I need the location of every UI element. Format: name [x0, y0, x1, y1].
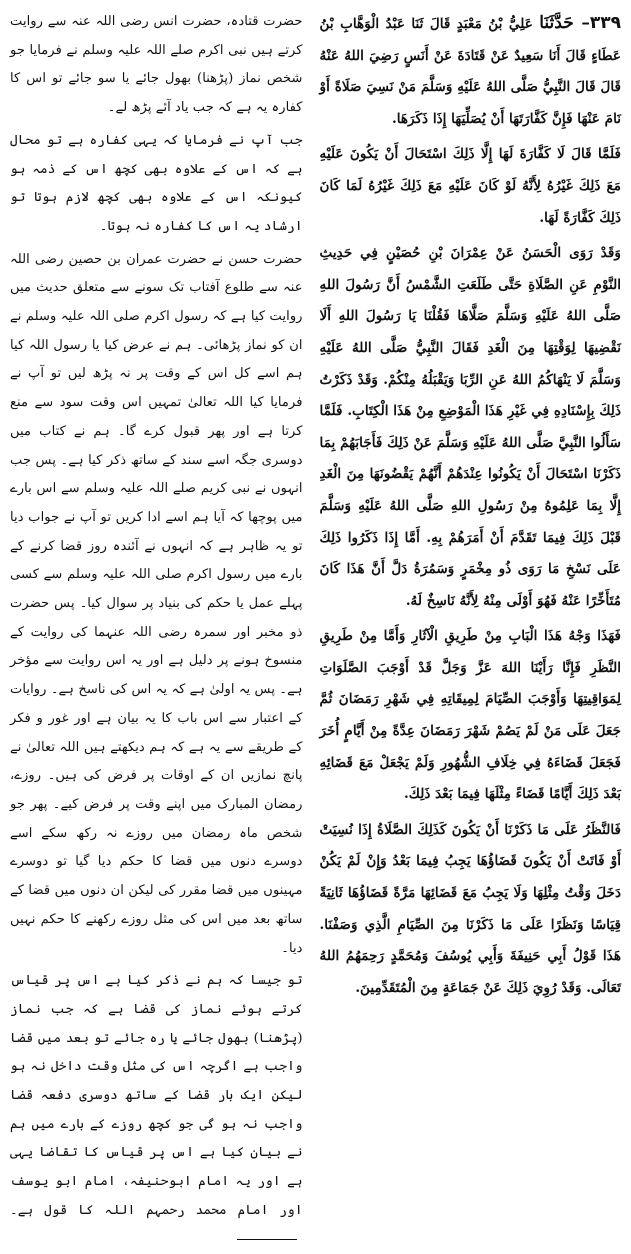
- arabic-paragraph-3: وَقَدْ رَوَى الْحَسَنُ عَنْ عِمْرَانَ بْنِ حُصَيْنٍ فِي حَدِيثِ النَّوْمِ عَنِ الصَّلَاةِ حَتَّى طَلَعَتِ الشَّمْسُ أَنَّ رَسُولَ اللهِ صَلَّى اللهُ عَلَيْهِ وَسَلَّمَ صَلَّاهَا فَقُلْنَا يَا رَسُولَ اللهِ أَلَا نَقْضِيهَا لِوَقْتِهَا مِنَ الْغَدِ فَقَالَ النَّبِيُّ صَلَّى اللهُ عَلَيْهِ وَسَلَّمَ لَا يَنْهَاكُمُ اللهُ عَنِ الرِّبَا وَيَقْبَلُهُ مِنْكُمْ. وَقَدْ ذَكَرْتُ ذَلِكَ بِإِسْنَادِهِ فِي غَيْرِ هَذَا الْمَوْضِعِ مِنْ هَذَا الْكِتَابِ. فَلَمَّا سَأَلُوا النَّبِيَّ صَلَّى اللهُ عَلَيْهِ وَسَلَّمَ عَنْ ذَلِكَ فَأَجَابَهُمْ بِمَا ذَكَرْنَا اسْتَحَالَ أَنْ يَكُونُوا عِنْدَهُمْ أَنَّهُمْ يَقْضُونَهَا مِنَ الْغَدِ إِلَّا بِمَا عَلِمُوهُ مِنْ رَسُولِ اللهِ صَلَّى اللهُ عَلَيْهِ وَسَلَّمَ قَبْلَ ذَلِكَ فِيمَا تَقَدَّمَ أَنْ أَمَرَهُمْ بِهِ. أَمَّا إِذَا ذَكَرُوا ذَلِكَ عَلَى نَسْخِ مَا رَوَى ذُو مِخْمَرٍ وَسَمُرَةُ دَلَّ أَنَّ هَذَا كَانَ مُتَأَخِّرًا عَنْهُ فَهُوَ أَوْلَى مِنْهُ لِأَنَّهُ نَاسِخٌ لَهُ.: [319, 245, 621, 609]
- hadith-number-digits: ۳۳۹: [589, 13, 621, 33]
- arabic-paragraph-1: [320, 8, 621, 135]
- arabic-paragraph-1-text: عَلِيُّ بْنُ مَعْبَدٍ قَالَ ثَنَا عَبْدُ الْوَهَّابِ بْنُ عَطَاءٍ قَالَ أَنَا سَعِيدٌ عَنْ قَتَادَةَ عَنْ أَنَسٍ رَضِيَ اللهُ عَنْهُ قَالَ قَالَ النَّبِيُّ صَلَّى اللهُ عَلَيْهِ وَسَلَّمَ مَنْ نَسِيَ صَلَاةً أَوْ نَامَ عَنْهَا فَإِنَّ كَفَّارَتَهَا أَنْ يُصَلِّيَهَا إِذَا ذَكَرَهَا.: [319, 16, 621, 127]
- urdu-paragraph-1: حضرت قتادہ، حضرت انس رضی اللہ عنہ سے روایت کرتے ہیں نبی اکرم صلے اللہ علیہ وسلم نے فرمایا جو شخص نماز (پڑھنا) بھول جائے یا سو جائے تو اس کا کفارہ یہ ہے کہ جب یاد آئے پڑھ لے۔: [10, 14, 303, 116]
- arabic-paragraph-2: فَلَمَّا قَالَ لَا كَفَّارَةَ لَهَا إِلَّا ذَلِكَ اسْتَحَالَ أَنْ يَكُونَ عَلَيْهِ مَعَ ذَلِكَ غَيْرُهُ لِأَنَّهُ لَوْ كَانَ عَلَيْهِ مَعَ ذَلِكَ غَيْرُهُ لَمَا كَانَ ذَلِكَ كَفَّارَةً لَهَا.: [319, 146, 621, 226]
- urdu-paragraph-2: جب آپ نے فرمایا کہ یہی کفارہ ہے تو محال ہے کہ اس کے علاوہ بھی کچھ اس کے ذمہ ہو کیونکہ اس کے علاوہ بھی کچھ لازم ہوتا تو ارشاد یہ اس کا کفارہ نہ ہوتا۔: [10, 132, 303, 234]
- arabic-text-column: [319, 8, 621, 996]
- hadith-number: ۳۳۹– حَدَّثَنَا: [539, 13, 621, 33]
- arabic-paragraph-5: فَالنَّظَرُ عَلَى مَا ذَكَرْنَا أَنْ يَكُونَ كَذَلِكَ الصَّلَاةُ إِذَا نُسِيَتْ أَوْ فَاتَتْ أَنْ يَكُونَ قَضَاؤُهَا يَجِبُ فِيمَا بَعْدُ وَإِنْ لَمْ يَكُنْ دَخَلَ وَقْتُ مِثْلِهَا وَلَا يَجِبُ مَعَ قَضَائِهَا مَرَّةً قَضَاؤُهَا ثَانِيَةً قِيَاسًا وَنَظَرًا عَلَى مَا ذَكَرْنَا مِنَ الصِّيَامِ الَّذِي وَصَفْنَا. هَذَا قَوْلُ أَبِي حَنِيفَةَ وَأَبِي يُوسُفَ وَمُحَمَّدٍ رَحِمَهُمُ اللهُ تَعَالَى. وَقَدْ رُوِيَ ذَلِكَ عَنْ جَمَاعَةٍ مِنَ الْمُتَقَدِّمِينَ.: [319, 821, 621, 996]
- column-gap: [311, 8, 312, 964]
- opening-word: حَدَّثَنَا: [539, 13, 574, 33]
- urdu-paragraph-3: حضرت حسن نے حضرت عمران بن حصین رضی اللہ عنہ سے طلوع آفتاب تک سونے سے متعلق حدیث میں روایت کیا ہے کہ رسول اکرم صلی اللہ علیہ وسلم نے ان کو نماز پڑھائی۔ ہم نے عرض کیا یا رسول اللہ کیا ہم اسے کل اس کے وقت پر نہ پڑھ لیں تو آپ نے فرمایا کیا اللہ تعالیٰ تمہیں اس وقت سود سے منع کرتا ہے اور پھر قبول کرے گا۔ ہم نے کتاب میں دوسری جگہ اسے سند کے ساتھ ذکر کیا ہے۔ پس جب انہوں نے نبی کریم صلے اللہ علیہ وسلم سے اس بارے میں پوچھا کہ آیا ہم اسے ادا کریں تو آپ نے جواب دیا تو یہ ظاہر ہے کہ انہوں نے آئندہ روز قضا کرنے کے بارے میں رسول اکرم صلی اللہ علیہ وسلم سے کسی پہلے عمل یا حکم کی بنیاد پر سوال کیا۔ پس حضرت ذو مخبر اور سمرہ رضی اللہ عنہما کی روایت کے منسوخ ہونے پر دلیل ہے اور یہ اس روایت سے مؤخر ہے۔ پس یہ اولیٰ ہے کہ یہ اس کی ناسخ ہے۔ روایات کے اعتبار سے اس باب کا یہ بیان ہے اور غور و فکر کے طریقے سے یہ ہے کہ ہم دیکھتے ہیں اللہ تعالیٰ نے پانچ نمازیں ان کے اوقات پر فرض کی ہیں۔ روزے، رمضان المبارک میں اپنے وقت پر فرض کیے۔ پھر جو شخص ماہ رمضان میں روزے نہ رکھ سکے اسے دوسرے دنوں میں قضا کا حکم دیا گیا تو دوسرے مہینوں میں قضا مقرر کی لیکن ان دنوں میں قضا کے ساتھ بعد میں اس کی مثل روزے رکھنے کا حکم نہیں دیا۔: [10, 251, 303, 956]
- urdu-paragraph-4: [10, 967, 303, 1254]
- arabic-paragraph-4: فَهَذَا وَجْهُ هَذَا الْبَابِ مِنْ طَرِيقِ الْآثَارِ وَأَمَّا مِنْ طَرِيقِ النَّظَرِ فَإِنَّا رَأَيْنَا اللهَ عَزَّ وَجَلَّ قَدْ أَوْجَبَ الصَّلَوَاتِ لِمَوَاقِيتِهَا وَأَوْجَبَ الصِّيَامَ لِمِيقَاتِهِ فِي شَهْرِ رَمَضَانَ ثُمَّ جَعَلَ عَلَى مَنْ لَمْ يَصُمْ شَهْرَ رَمَضَانَ عِدَّةً مِنْ أَيَّامٍ أُخَرَ فَجَعَلَ قَضَاءَهُ فِي خِلَافِ الشُّهُورِ وَلَمْ يَجْعَلْ مَعَ قَضَائِهِ بَعْدَ ذَلِكَ أَيَّامًا قَضَاءً مِثْلَهَا فِيمَا بَعْدَ ذَلِكَ.: [319, 628, 621, 803]
- urdu-paragraph-4-text: تو جیسا کہ ہم نے ذکر کیا ہے اس پر قیاس کرتے ہوئے نماز کی قضا ہے کہ جب نماز (پڑھنا) بھول جائے یا رہ جائے تو بعد میں قضا واجب ہے اگرچہ اس کی مثل وقت داخل نہ ہو لیکن ایک بار قضا کے ساتھ دوسری دفعہ قضا واجب نہ ہو گی جو کچھ روزے کے بارے میں ہم نے بیان کیا ہے اس پر قیاس کا تقاضا یہی ہے اور یہ امام ابوحنیفہ، امام ابو یوسف اور امام محمد رحمہم اللہ کا قول ہے۔: [10, 973, 303, 1218]
- end-divider: [237, 1239, 297, 1240]
- urdu-translation-column: [10, 8, 303, 1218]
